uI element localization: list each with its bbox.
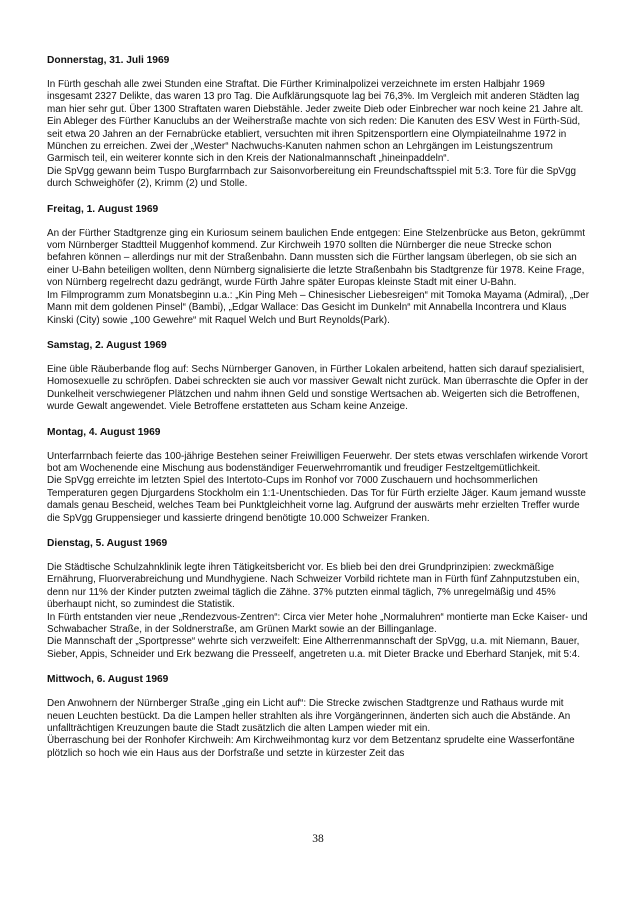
date-heading: Mittwoch, 6. August 1969 (47, 674, 169, 686)
paragraph: Ein Ableger des Fürther Kanuclubs an der Weiherstraße machte von sich reden: Die Kanuten des ESV West in Fürth-Süd, seit etwa 20 Jahren an der Fernabrücke etabliert, versuchten mit ihren Spitzensportlern eine Olympiateilnahme 1972 in München zu erreichen. Zwei der „Wester“ Nachwuchs-Kanuten nahmen schon an Lehrgängen im Leistungszentrum Garmisch teil, ein weiterer konnte sich in den Kreis der Nationalmannschaft „hineinpaddeln“. (47, 116, 581, 165)
paragraph: In Fürth entstanden vier neue „Rendezvous-Zentren“: Circa vier Meter hohe „Normaluhren“ montierte man Ecke Kaiser- und Schwabacher Straße, in der Soldnerstraße, am Grünen Markt sowie an der Billinganlage. (47, 611, 588, 635)
date-heading: Dienstag, 5. August 1969 (47, 537, 168, 549)
paragraph: Den Anwohnern der Nürnberger Straße „ging ein Licht auf“: Die Strecke zwischen Stadtgrenze und Rathaus wurde mit neuen Leuchten bestückt. Da die Lampen heller strahlten als ihre Vorgängerinnen, änderten sich auch die Abstände. An unfallträchtigen Kreuzungen baute die Stadt zusätzlich die alten Lampen wieder mit ein. (47, 698, 571, 735)
paragraph: Die Mannschaft der „Sportpresse“ wehrte sich verzweifelt: Eine Altherrenmannschaft der SpVgg, u.a. mit Niemann, Bauer, Sieber, Appis, Schneider und Erk bezwang die Presseelf, angetreten u.a. mit Dieter Bracke und Eberhard Stanjek, mit 5:4. (47, 636, 580, 660)
paragraph: Überraschung bei der Ronhofer Kirchweih: Am Kirchweihmontag kurz vor dem Betzentanz sprudelte eine Wasserfontäne plötzlich so hoch wie ein Haus aus der Dorfstraße und setzte in kürzester Zeit das (47, 735, 575, 759)
paragraph: Unterfarrnbach feierte das 100-jährige Bestehen seiner Freiwilligen Feuerwehr. Der stets etwas verschlafen wirkende Vorort bot am Wochenende eine Mischung aus bodenständiger Feuerwehrromantik und freudiger Festzeltgemütlichkeit. (47, 450, 588, 474)
date-heading: Donnerstag, 31. Juli 1969 (47, 55, 170, 66)
page-number: 38 (312, 833, 324, 845)
paragraph: An der Fürther Stadtgrenze ging ein Kuriosum seinem baulichen Ende entgegen: Eine Stelzenbrücke aus Beton, gekrümmt vom Nürnberger Stadtteil Muggenhof kommend. Zur Kirchweih 1970 sollten die Nürnberger die neue Strecke schon befahren können – allerdings nur mit der Straßenbahn. Dann mussten sich die Fürther langsam überlegen, ob sie sich an einer U-Bahn beteiligen wollten, denn Nürnberg signalisierte die letzte Straßenbahn bis Stadtgrenze für 1978. Keine Frage, von Nürnberg regelrecht dazu gedrängt, wurde Fürth Jahre später Europas kleinste Stadt mit einer U-Bahn. (47, 227, 585, 289)
paragraph: Eine üble Räuberbande flog auf: Sechs Nürnberger Ganoven, in Fürther Lokalen arbeitend, hatten sich darauf spezialisiert, Homosexuelle zu schröpfen. Dabei schreckten sie auch vor massiver Gewalt nicht zurück. Man überraschte die Opfer in der Dunkelheit verschwiegener Plätzchen und nahm ihnen Geld und sonstige Wertsachen ab. Weigerten sich die Betroffenen, wurde Gewalt angewendet. Viele Betroffene erstatteten aus Scham keine Anzeige. (47, 363, 589, 413)
chronicle-content (47, 54, 590, 772)
date-heading: Freitag, 1. August 1969 (47, 203, 159, 215)
paragraph: Die SpVgg gewann beim Tuspo Burgfarrnbach zur Saisonvorbereitung ein Freundschaftsspiel mit 5:3. Tore für die SpVgg durch Schweighöfer (2), Krimm (2) und Stolle. (47, 165, 576, 190)
paragraph: Die Städtische Schulzahnklinik legte ihren Tätigkeitsbericht vor. Es blieb bei den drei Grundprinzipien: zweckmäßige Ernährung, Fluorverabreichung und Mundhygiene. Nach Schweizer Vorbild richtete man in Fürth fünf Zahnputzstuben ein, denn nur 11% der Kinder putzten zweimal täglich die Zähne. 37% putzten einmal täglich, 7% unregelmäßig und 45% überhaupt nicht, so zumindest die Statistik. (47, 561, 580, 611)
paragraph: In Fürth geschah alle zwei Stunden eine Straftat. Die Fürther Kriminalpolizei verzeichnete im ersten Halbjahr 1969 insgesamt 2327 Delikte, das waren 13 pro Tag. Die Aufklärungsquote lag bei 76,3%. Im Vergleich mit anderen Städten lag man hier sehr gut. Über 1300 Straftaten waren Diebstähle. Jeder zweite Dieb oder Einbrecher war noch keine 21 Jahre alt. (47, 79, 584, 115)
entry-1969-08-02 (47, 339, 590, 414)
entry-1969-08-01 (47, 203, 590, 327)
entry-1969-08-05 (47, 537, 590, 661)
date-heading: Samstag, 2. August 1969 (47, 339, 167, 351)
entry-1969-08-04 (47, 426, 590, 525)
entry-1969-07-31 (47, 54, 590, 191)
paragraph: Die SpVgg erreichte im letzten Spiel des Intertoto-Cups im Ronhof vor 7000 Zuschauern und hochsommerlichen Temperaturen gegen Djurgardens Stockholm ein 1:1-Unentschieden. Das Tor für Fürth erzielte Jäger. Kaum jemand wusste damals genau Bescheid, welches Team bei Punktgleichheit vorne lag. Aufgrund der auswärts mehr erzielten Treffer wurde die SpVgg Gruppensieger und kassierte dringend benötigte 10.000 Schweizer Franken. (47, 475, 586, 524)
paragraph: Im Filmprogramm zum Monatsbeginn u.a.: „Kin Ping Meh – Chinesischer Liebesreigen“ mit Tomoka Mayama (Admiral), „Der Mann mit dem goldenen Pinsel“ (Bambi), „Edgar Wallace: Das Gesicht im Dunkeln“ mit Annabella Incontrera und Klaus Kinski (City) sowie „100 Gewehre“ mit Raquel Welch und Burt Reynolds(Park). (47, 289, 590, 326)
date-heading: Montag, 4. August 1969 (47, 426, 161, 438)
entry-1969-08-06 (47, 673, 590, 760)
